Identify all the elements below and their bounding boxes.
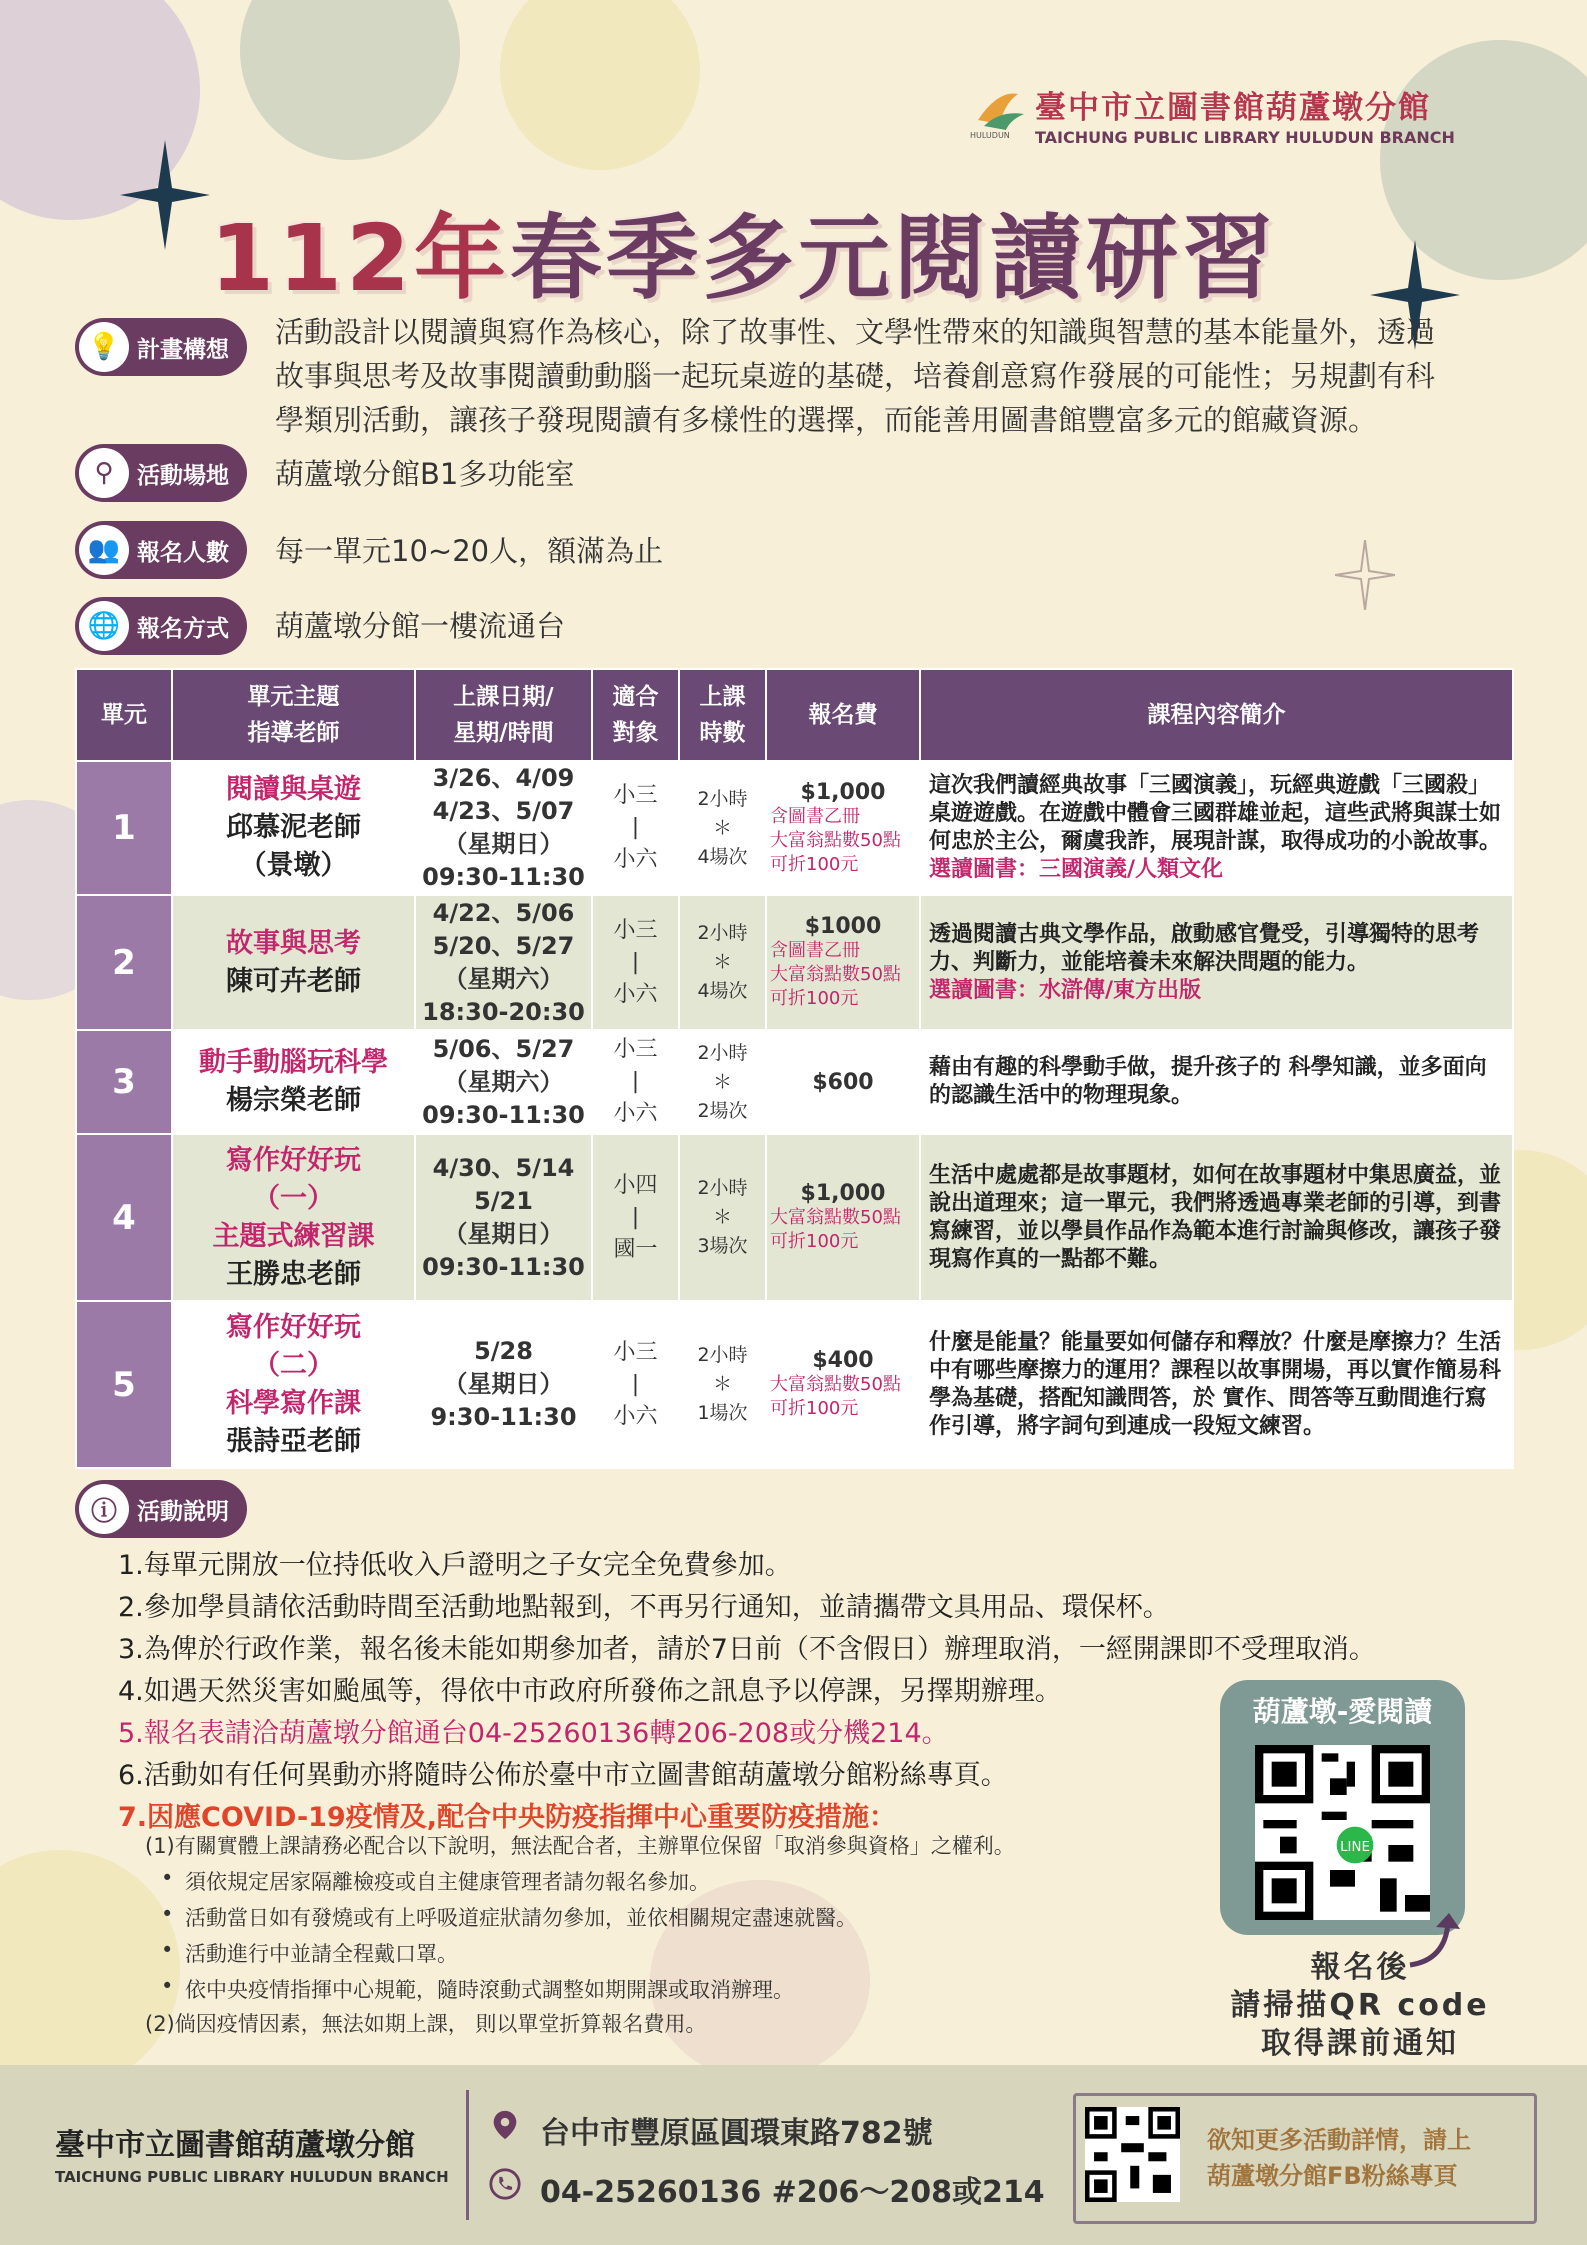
description-cell [920, 1030, 1513, 1134]
target-cell [592, 1030, 679, 1134]
unit-number: 1 [76, 761, 172, 895]
note-item-covid: 7.因應COVID-19疫情及,配合中央防疫指揮中心重要防疫措施： [118, 1802, 896, 1833]
header-label: 上課 [699, 684, 746, 710]
target-line: 小六 [613, 1101, 658, 1126]
background-flower [500, 0, 700, 170]
method-label-pill [75, 597, 247, 655]
qr-note-line: 報名後 [1310, 1950, 1410, 1985]
target-line: | [631, 1204, 640, 1230]
qr-note-line: 取得課前通知 [1261, 2026, 1459, 2061]
fee-note: 含圖書乙冊 [770, 940, 860, 961]
header-topic [172, 669, 415, 761]
course-title: （一） [253, 1182, 334, 1214]
date-line: 3/26、4/09 [432, 764, 575, 792]
header-hours [679, 669, 766, 761]
date-line: （星期日） [443, 830, 564, 858]
header-label: 指導老師 [247, 720, 340, 746]
course-title: 故事與思考 [226, 927, 361, 959]
date-cell [415, 1134, 592, 1301]
course-row [76, 1301, 1513, 1468]
hours-line: 4場次 [697, 980, 748, 1002]
line-qr-code[interactable] [1255, 1745, 1430, 1920]
count-text: 每一單元10~20人，額滿為止 [275, 534, 664, 568]
footer-fb-line: 欲知更多活動詳情，請上 [1207, 2126, 1471, 2154]
target-cell [592, 895, 679, 1030]
course-row [76, 1030, 1513, 1134]
teacher-name: 楊宗榮老師 [226, 1085, 361, 1116]
method-label: 報名方式 [137, 615, 229, 642]
plan-label: 計畫構想 [137, 336, 229, 363]
description-cell [920, 1134, 1513, 1301]
hours-line: 2小時 [697, 1041, 748, 1064]
page-title [210, 185, 1278, 317]
selected-book: 選讀圖書：水滸傳/東方出版 [929, 977, 1202, 1003]
hours-line: ＊ [712, 1070, 732, 1093]
date-cell [415, 761, 592, 895]
date-line: 4/22、5/06 [432, 898, 575, 927]
target-line: 小六 [613, 981, 658, 1007]
fee-amount: $600 [812, 1069, 874, 1095]
hours-cell [679, 1301, 766, 1468]
header-label: 適合 [612, 684, 659, 710]
target-cell [592, 1301, 679, 1468]
description-cell [920, 761, 1513, 895]
date-line: （星期六） [443, 964, 564, 993]
header-label: 報名費 [808, 702, 878, 728]
hours-cell [679, 895, 766, 1030]
unit-number: 4 [76, 1134, 172, 1301]
hours-cell [679, 1030, 766, 1134]
hours-line: 4場次 [697, 845, 748, 868]
note-item: 1.每單元開放一位持低收入戶證明之子女完全免費參加。 [118, 1550, 792, 1581]
description-text: 什麼是能量？能量要如何儲存和釋放？什麼是摩擦力？生活中有哪些摩擦力的運用？課程以故事開場，再以實作簡易科學為基礎，搭配知識問答，於 實作、問答等互動間進行寫作引導，將字詞句到連成一段短文練習。 [929, 1329, 1502, 1439]
venue-label: 活動場地 [137, 462, 229, 489]
venue-label-pill [75, 444, 247, 502]
title-text: 春季多元閱讀研習 [510, 205, 1279, 312]
teacher-name: 邱慕泥老師 [226, 812, 361, 843]
date-line: 09:30-11:30 [422, 1252, 585, 1281]
header-label: 單元主題 [247, 684, 340, 710]
fee-note: 含圖書乙冊 [770, 805, 860, 827]
note-item: 2.參加學員請依活動時間至活動地點報到，不再另行通知，並請攜帶文具用品、環保杯。 [118, 1592, 1170, 1623]
target-line: 小三 [613, 1339, 658, 1365]
fee-note: 大富翁點數50點 [770, 964, 901, 985]
header-fee [766, 669, 920, 761]
background-flower [240, 0, 460, 160]
note-item: 3.為俾於行政作業，報名後未能如期參加者，請於7日前（不含假日）辦理取消，一經開課即不受理取消。 [118, 1634, 1376, 1665]
notes-label: 活動說明 [137, 1498, 229, 1525]
hours-line: 2小時 [697, 1344, 748, 1366]
hours-line: 2小時 [697, 922, 748, 944]
note-item-registration: 5.報名表請洽葫蘆墩分館通台04-25260136轉206-208或分機214。 [118, 1718, 949, 1749]
footer-library-name: 臺中市立圖書館葫蘆墩分館 [55, 2128, 415, 2163]
hours-cell [679, 1134, 766, 1301]
hours-line: 2場次 [697, 1099, 748, 1122]
fb-qr-code[interactable] [1085, 2107, 1180, 2202]
fee-amount: $1,000 [800, 1181, 886, 1206]
count-label: 報名人數 [137, 539, 229, 566]
header-target [592, 669, 679, 761]
target-line: 小六 [613, 847, 658, 872]
date-line: 5/21 [474, 1186, 533, 1215]
course-title: 寫作好好玩 [226, 1311, 361, 1343]
note-item: 4.如遇天然災害如颱風等，得依中市政府所發佈之訊息予以停課，另擇期辦理。 [118, 1676, 1062, 1707]
date-line: 5/06、5/27 [432, 1034, 575, 1063]
svg-text:LINE: LINE [1340, 1839, 1370, 1855]
hours-line: 3場次 [697, 1235, 748, 1257]
plan-line: 學類別活動，讓孩子發現閱讀有多樣性的選擇，而能善用圖書館豐富多元的館藏資源。 [275, 403, 1378, 437]
hours-line: 2小時 [697, 787, 748, 810]
fee-cell [766, 1030, 920, 1134]
plan-line: 活動設計以閱讀與寫作為核心，除了故事性、文學性帶來的知識與智慧的基本能量外，透過 [275, 315, 1436, 349]
header-label: 對象 [612, 720, 659, 746]
covid-bullet: • 活動當日如有發燒或有上呼吸道症狀請勿參加，並依相關規定盡速就醫。 [185, 1902, 857, 1932]
course-table [75, 668, 1514, 1469]
plan-line: 故事與思考及故事閱讀動動腦一起玩桌遊的基礎，培養創意寫作發展的可能性；另規劃有科 [275, 359, 1436, 393]
date-line: 5/28 [474, 1337, 533, 1365]
date-line: 18:30-20:30 [422, 997, 585, 1026]
course-row [76, 761, 1513, 895]
course-title: 科學寫作課 [226, 1387, 361, 1419]
topic-cell [172, 1301, 415, 1468]
fee-note: 大富翁點數50點 [770, 829, 901, 851]
plan-text [275, 310, 1435, 442]
table-header-row [76, 669, 1513, 761]
note-item: 6.活動如有任何異動亦將隨時公佈於臺中市立圖書館葫蘆墩分館粉絲專頁。 [118, 1760, 1008, 1791]
target-line: | [631, 1371, 640, 1397]
header-date [415, 669, 592, 761]
fee-amount: $1000 [804, 914, 882, 939]
target-line: | [631, 1069, 640, 1094]
target-line: 國一 [613, 1236, 658, 1262]
library-name-en: TAICHUNG PUBLIC LIBRARY HULUDUN BRANCH [1035, 128, 1455, 147]
hours-cell [679, 761, 766, 895]
background-flower [0, 1850, 180, 2090]
fee-cell [766, 1134, 920, 1301]
fee-note: 可折100元 [770, 1398, 859, 1419]
course-title: 閱讀與桌遊 [226, 774, 361, 805]
date-line: 4/23、5/07 [432, 797, 575, 825]
people-icon: 👥 [79, 525, 129, 575]
qr-title: 葫蘆墩-愛閱讀 [1252, 1695, 1433, 1728]
sparkle-outline-icon [1335, 540, 1395, 610]
target-line: 小三 [613, 783, 658, 808]
target-line: | [631, 949, 640, 975]
fee-cell [766, 761, 920, 895]
course-title: （二） [253, 1349, 334, 1381]
date-line: 09:30-11:30 [422, 1100, 585, 1129]
location-pin-icon [488, 2108, 522, 2142]
date-line: 09:30-11:30 [422, 863, 585, 891]
description-cell [920, 1301, 1513, 1468]
venue-text: 葫蘆墩分館B1多功能室 [275, 457, 575, 491]
hours-line: ＊ [712, 1373, 732, 1395]
fee-amount: $400 [812, 1348, 874, 1373]
sparkle-icon [120, 140, 210, 250]
covid-subitem: (2)倘因疫情因素，無法如期上課， 則以單堂折算報名費用。 [145, 2012, 707, 2036]
qr-note-line: 請掃描QR code [1230, 1988, 1490, 2023]
course-title: 寫作好好玩 [226, 1144, 361, 1176]
target-line: 小三 [613, 1037, 658, 1062]
header-label: 單元 [101, 702, 147, 728]
plan-label-pill [75, 318, 247, 376]
info-icon: ⓘ [79, 1484, 129, 1534]
method-text: 葫蘆墩分館一樓流通台 [275, 609, 566, 643]
topic-cell [172, 1134, 415, 1301]
topic-cell [172, 1030, 415, 1134]
header-label: 課程內容簡介 [1147, 702, 1286, 728]
fee-note: 大富翁點數50點 [770, 1374, 901, 1395]
date-cell [415, 895, 592, 1030]
library-name: 臺中市立圖書館葫蘆墩分館 [1035, 90, 1431, 126]
fee-note: 可折100元 [770, 1231, 859, 1252]
topic-cell [172, 895, 415, 1030]
description-text: 透過閱讀古典文學作品，啟動感官覺受，引導獨特的思考力、判斷力，並能培養未來解決問題的能力。 [929, 921, 1480, 975]
date-line: （星期日） [443, 1219, 564, 1248]
course-title: 主題式練習課 [212, 1220, 375, 1252]
header-unit [76, 669, 172, 761]
covid-subitem: (1)有關實體上課請務必配合以下說明，無法配合者，主辦單位保留「取消參與資格」之權利。 [145, 1834, 1015, 1858]
hours-line: ＊ [712, 816, 732, 839]
target-line: 小六 [613, 1403, 658, 1429]
phone-icon [488, 2167, 522, 2201]
teacher-name: 張詩亞老師 [226, 1425, 361, 1457]
title-year: 112年 [210, 205, 511, 312]
selected-book: 選讀圖書：三國演義/人類文化 [929, 857, 1224, 882]
date-line: （星期日） [443, 1370, 564, 1398]
date-line: （星期六） [443, 1067, 564, 1096]
description-text: 藉由有趣的科學動手做，提升孩子的 科學知識，並多面向的認識生活中的物理現象。 [929, 1055, 1487, 1108]
course-row [76, 895, 1513, 1030]
header-label: 星期/時間 [453, 720, 554, 746]
svg-text:HULUDUN: HULUDUN [970, 131, 1010, 140]
target-line: | [631, 815, 640, 840]
fee-note: 大富翁點數50點 [770, 1207, 901, 1228]
count-label-pill [75, 521, 247, 579]
library-logo [970, 80, 1030, 140]
target-line: 小三 [613, 917, 658, 943]
description-cell [920, 895, 1513, 1030]
teacher-name: 陳可卉老師 [226, 965, 361, 997]
target-cell [592, 761, 679, 895]
fee-note: 可折100元 [770, 988, 859, 1009]
footer-library-name-en: TAICHUNG PUBLIC LIBRARY HULUDUN BRANCH [55, 2168, 449, 2186]
header-label: 上課日期/ [453, 684, 554, 710]
hours-line: 1場次 [697, 1402, 748, 1424]
date-cell [415, 1301, 592, 1468]
fee-amount: $1,000 [800, 779, 886, 805]
hours-line: 2小時 [697, 1177, 748, 1199]
date-line: 5/20、5/27 [432, 931, 575, 960]
footer-fb-info [1207, 2122, 1471, 2194]
location-pin-icon: ⚲ [79, 448, 129, 498]
fee-note: 可折100元 [770, 853, 859, 875]
course-title: 動手動腦玩科學 [199, 1047, 388, 1078]
notes-label-pill [75, 1480, 247, 1538]
unit-number: 2 [76, 895, 172, 1030]
unit-number: 5 [76, 1301, 172, 1468]
covid-bullet: • 活動進行中並請全程戴口罩。 [185, 1938, 458, 1968]
lightbulb-icon: 💡 [79, 322, 129, 372]
hours-line: ＊ [712, 1206, 732, 1228]
target-cell [592, 1134, 679, 1301]
date-cell [415, 1030, 592, 1134]
target-line: 小四 [613, 1172, 658, 1198]
teacher-name: （景墩） [239, 850, 348, 881]
date-line: 9:30-11:30 [430, 1403, 577, 1431]
date-line: 4/30、5/14 [432, 1153, 575, 1182]
unit-number: 3 [76, 1030, 172, 1134]
fee-cell [766, 1301, 920, 1468]
covid-bullet: • 依中央疫情指揮中心規範，隨時滾動式調整如期開課或取消辦理。 [185, 1974, 794, 2004]
description-text: 生活中處處都是故事題材，如何在故事題材中集思廣益，並說出道理來；這一單元，我們將透過專業老師的引導，到書寫練習，並以學員作品作為範本進行討論與修改，讓孩子發現寫作真的一點都不難。 [929, 1162, 1502, 1272]
footer-address: 台中市豐原區圓環東路782號 [540, 2116, 933, 2151]
header-description [920, 669, 1513, 761]
hours-line: ＊ [712, 951, 732, 973]
teacher-name: 王勝忠老師 [226, 1258, 361, 1290]
description-text: 這次我們讀經典故事「三國演義」，玩經典遊戲「三國殺」桌遊遊戲。在遊戲中體會三國群雄並起，這些武將與謀士如何忠於主公，爾虞我詐，展現計謀，取得成功的小說故事。 [929, 773, 1502, 854]
footer-phone: 04-25260136 #206～208或214 [540, 2175, 1045, 2210]
header-label: 時數 [699, 720, 746, 746]
globe-icon: 🌐 [79, 601, 129, 651]
fee-cell [766, 895, 920, 1030]
footer-fb-line: 葫蘆墩分館FB粉絲專頁 [1207, 2162, 1458, 2190]
footer-divider [466, 2090, 469, 2220]
topic-cell [172, 761, 415, 895]
covid-bullet: • 須依規定居家隔離檢疫或自主健康管理者請勿報名參加。 [185, 1866, 710, 1896]
course-row [76, 1134, 1513, 1301]
